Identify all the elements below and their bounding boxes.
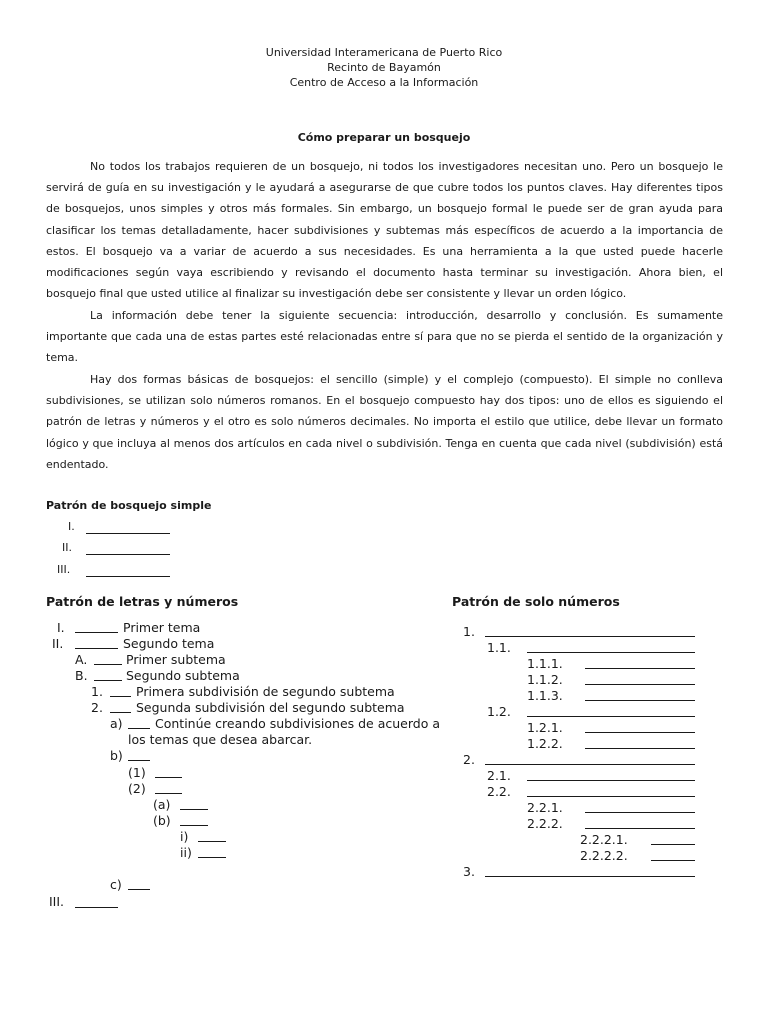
numbers-item-1-1-3: 1.1.3. (527, 688, 563, 703)
letters-l13: i) (180, 829, 189, 844)
letters-l6: 2. (91, 700, 103, 715)
letters-l1: I. (57, 620, 65, 635)
numbers-outline-heading: Patrón de solo números (452, 594, 620, 609)
paragraph-3-text: Hay dos formas básicas de bosquejos: el sencillo (simple) y el complejo (compuesto). El simple no conlleva subdivisiones, se utilizan solo números romanos. En el bosquejo compuesto hay dos tipos: uno de ellos es siguiendo el patrón de letras y números y el otro es solo números decimales. No importa el estilo que utilice, debe llevar un formato lógico y que incluya al menos dos artículos en cada nivel o subdivisión. Tenga en cuenta que cada nivel (subdivisión) está endentado. (46, 373, 723, 471)
letters-l15-blank (128, 880, 150, 890)
numbers-blank-2-2-2-2 (651, 851, 695, 861)
numbers-blank-1-1-2 (585, 675, 695, 685)
letters-l1-blank (75, 623, 118, 633)
letters-l7-text-cont: los temas que desea abarcar. (128, 732, 313, 747)
numbers-item-1-1-1: 1.1.1. (527, 656, 563, 671)
numbers-item-2-1: 2.1. (487, 768, 511, 783)
numbers-item-2-2-2-1: 2.2.2.1. (580, 832, 628, 847)
numbers-blank-1-1-1 (585, 659, 695, 669)
simple-item-2: II. (62, 541, 72, 554)
letters-l5-blank (110, 687, 131, 697)
letters-l3: A. (75, 652, 88, 667)
simple-blank-1 (86, 524, 170, 534)
simple-outline-heading: Patrón de bosquejo simple (46, 499, 212, 512)
letters-l2-text: Segundo tema (123, 636, 215, 651)
letters-l10: (2) (128, 781, 146, 796)
letters-l9-blank (155, 768, 182, 778)
numbers-blank-1-1 (527, 643, 695, 653)
letters-l5: 1. (91, 684, 103, 699)
simple-blank-3 (86, 567, 170, 577)
numbers-blank-1 (485, 627, 695, 637)
numbers-item-1-2-1: 1.2.1. (527, 720, 563, 735)
numbers-item-2-2-2: 2.2.2. (527, 816, 563, 831)
letters-l13-blank (198, 832, 226, 842)
letters-l14: ii) (180, 845, 192, 860)
letters-l11-blank (180, 800, 208, 810)
numbers-item-1-2-2: 1.2.2. (527, 736, 563, 751)
numbers-blank-1-1-3 (585, 691, 695, 701)
paragraph-2-text: La información debe tener la siguiente secuencia: introducción, desarrollo y conclusión. Es sumamente importante que cada una de estas partes esté relacionadas entre sí para que no se pierda el sentido de la organización y tema. (46, 309, 723, 365)
paragraph-3 (46, 369, 723, 475)
numbers-blank-2-2-2 (585, 819, 695, 829)
numbers-item-1: 1. (463, 624, 475, 639)
numbers-blank-3 (485, 867, 695, 877)
letters-l10-blank (155, 784, 182, 794)
letters-outline-heading: Patrón de letras y números (46, 594, 239, 609)
paragraph-1-text: No todos los trabajos requieren de un bosquejo, ni todos los investigadores necesitan uno. Pero un bosquejo le servirá de guía en su investigación y le ayudará a asegurarse de que cubre todos los puntos claves. Hay diferentes tipos de bosquejos, unos simples y otros más formales. Sin embargo, un bosquejo formal le puede ser de gran ayuda para clasificar los temas detalladamente, hacer subdivisiones y subtemas más específicos de acuerdo a la importancia de estos. El bosquejo va a variar de acuerdo a sus necesidades. Es una herramienta a la que usted puede hacerle modificaciones según vaya escribiendo y revisando el documento hasta terminar su investigación. Ahora bien, el bosquejo final que usted utilice al finalizar su investigación debe ser consistente y llevar un orden lógico. (46, 160, 723, 301)
numbers-item-2-2-2-2: 2.2.2.2. (580, 848, 628, 863)
letters-l7: a) (110, 716, 123, 731)
letters-l8: b) (110, 748, 123, 763)
letters-l7-blank (128, 719, 150, 729)
numbers-item-1-1-2: 1.1.2. (527, 672, 563, 687)
numbers-blank-1-2-1 (585, 723, 695, 733)
letters-l2: II. (52, 636, 64, 651)
letters-l5-text: Primera subdivisión de segundo subtema (136, 684, 395, 699)
campus-name: Recinto de Bayamón (327, 61, 441, 74)
letters-l3-blank (94, 655, 122, 665)
numbers-item-1-2: 1.2. (487, 704, 511, 719)
letters-l11: (a) (153, 797, 171, 812)
numbers-blank-1-2-2 (585, 739, 695, 749)
letters-l1-text: Primer tema (123, 620, 201, 635)
letters-l2-blank (75, 639, 118, 649)
letters-l12-blank (180, 816, 208, 826)
numbers-blank-2-2-1 (585, 803, 695, 813)
letters-l9: (1) (128, 765, 146, 780)
letters-l4: B. (75, 668, 88, 683)
numbers-item-2: 2. (463, 752, 475, 767)
paragraph-1 (46, 156, 723, 304)
letters-l12: (b) (153, 813, 171, 828)
numbers-blank-2-2 (527, 787, 695, 797)
letters-l8-blank (128, 751, 150, 761)
numbers-blank-1-2 (527, 707, 695, 717)
simple-blank-2 (86, 545, 170, 555)
simple-item-3: III. (57, 563, 71, 576)
letters-l3-text: Primer subtema (126, 652, 226, 667)
letters-l6-text: Segunda subdivisión del segundo subtema (136, 700, 405, 715)
numbers-item-2-2-1: 2.2.1. (527, 800, 563, 815)
letters-l14-blank (198, 848, 226, 858)
numbers-item-2-2: 2.2. (487, 784, 511, 799)
numbers-blank-2-1 (527, 771, 695, 781)
center-name: Centro de Acceso a la Información (289, 76, 479, 89)
university-name: Universidad Interamericana de Puerto Rico (265, 46, 503, 59)
letters-l4-text: Segundo subtema (126, 668, 240, 683)
page-title: Cómo preparar un bosquejo (297, 131, 471, 144)
letters-l4-blank (94, 671, 122, 681)
numbers-blank-2 (485, 755, 695, 765)
letters-l6-blank (110, 703, 131, 713)
letters-l15: c) (110, 877, 122, 892)
letters-l7-text: Continúe creando subdivisiones de acuerdo a (155, 716, 441, 731)
numbers-item-3: 3. (463, 864, 475, 879)
numbers-blank-2-2-2-1 (651, 835, 695, 845)
letters-l16: III. (49, 894, 65, 909)
paragraph-2 (46, 305, 723, 369)
letters-l16-blank (75, 898, 118, 908)
simple-item-1: I. (68, 520, 75, 533)
numbers-item-1-1: 1.1. (487, 640, 511, 655)
